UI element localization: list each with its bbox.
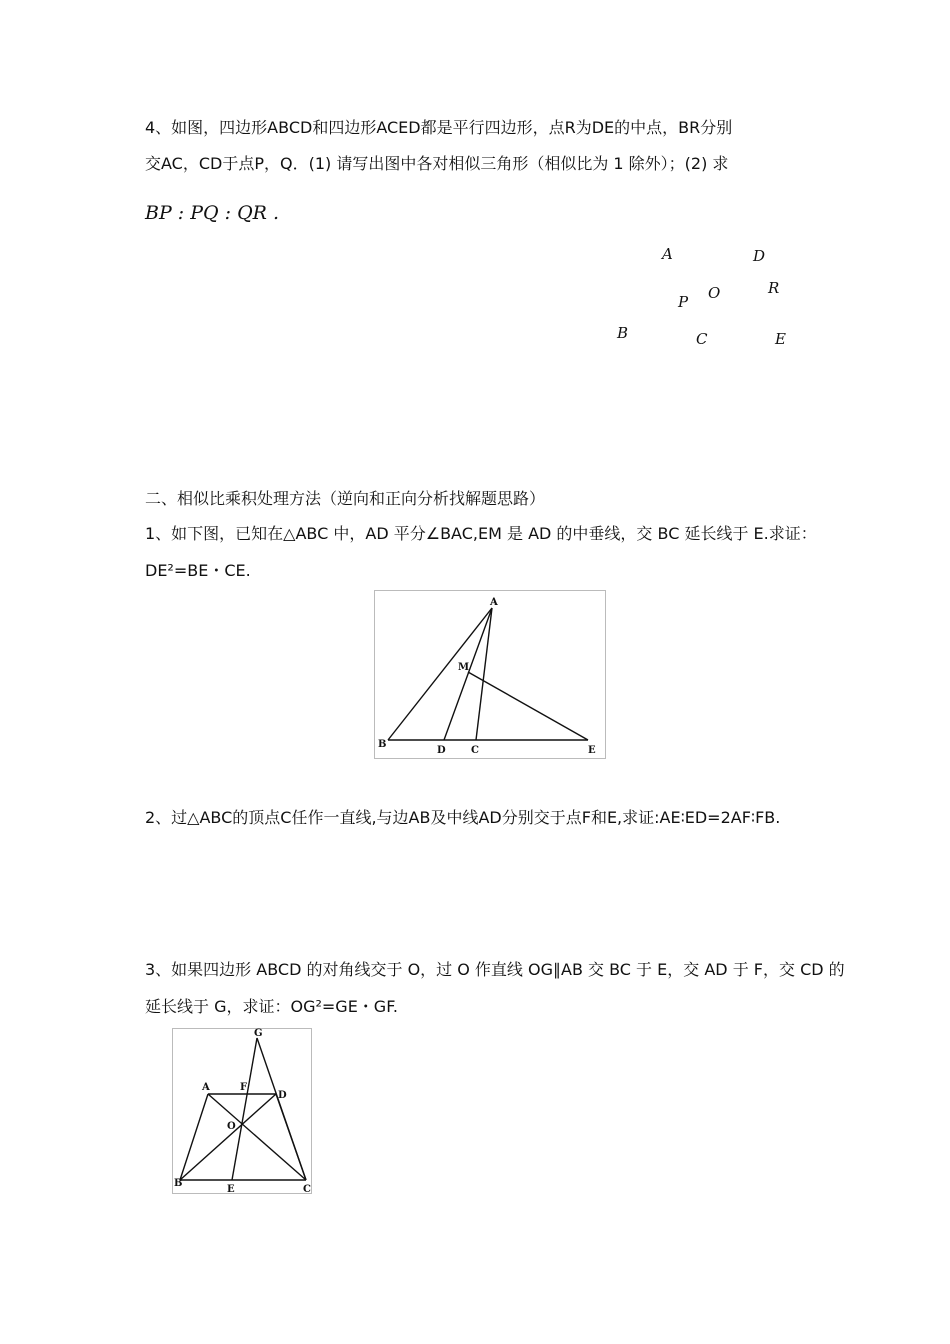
fig1-label-b: B [378, 739, 387, 750]
fig3-label-g: G [254, 1028, 263, 1039]
fig1-label-c: C [471, 745, 479, 756]
fig4-label-p: P [678, 293, 689, 311]
fig3-label-f: F [240, 1082, 248, 1093]
section2-p3-line2: 延长线于 G，求证：OG²=GE・GF. [145, 997, 398, 1016]
problem4-line2: 交AC，CD于点P，Q．(1) 请写出图中各对相似三角形（相似比为 1 除外）；(2) 求 [145, 154, 729, 173]
section2-p1-line1: 1、如下图，已知在△ABC 中，AD 平分∠BAC,EM 是 AD 的中垂线，交 BC 延长线于 E.求证： [145, 524, 817, 543]
fig3-label-e: E [227, 1184, 235, 1194]
figure1 [374, 590, 606, 760]
fig1-label-m: M [458, 662, 470, 673]
fig4-label-d: D [753, 247, 766, 265]
fig4-label-a: A [662, 245, 673, 263]
section2-p3-line1: 3、如果四边形 ABCD 的对角线交于 O，过 O 作直线 OG∥AB 交 BC 于 E，交 AD 于 F，交 CD 的 [145, 960, 845, 979]
fig3-label-b: B [174, 1178, 183, 1189]
section2-p1-line2: DE²=BE・CE. [145, 561, 251, 580]
fig1-label-d: D [437, 745, 446, 756]
fig3-label-a: A [202, 1082, 210, 1093]
fig4-label-o: O [708, 284, 721, 302]
fig1-label-a: A [490, 597, 498, 608]
problem4-line3: BP : PQ : QR . [145, 202, 280, 224]
fig4-label-b: B [617, 324, 629, 342]
fig3-label-d: D [278, 1090, 287, 1101]
figure3 [172, 1028, 312, 1194]
fig4-label-c: C [696, 330, 708, 348]
fig3-label-c: C [303, 1184, 311, 1194]
fig4-label-r: R [768, 279, 780, 297]
fig4-label-e: E [775, 330, 786, 348]
problem4-line1: 4、如图，四边形ABCD和四边形ACED都是平行四边形，点R为DE的中点，BR分别 [145, 118, 733, 137]
fig3-label-o: O [227, 1121, 236, 1132]
fig1-label-e: E [588, 745, 596, 756]
section2-p2: 2、过△ABC的顶点C任作一直线,与边AB及中线AD分别交于点F和E,求证:AE∶ED=2AF∶FB. [145, 808, 781, 827]
section2-heading: 二、相似比乘积处理方法（逆向和正向分析找解题思路） [145, 489, 546, 508]
